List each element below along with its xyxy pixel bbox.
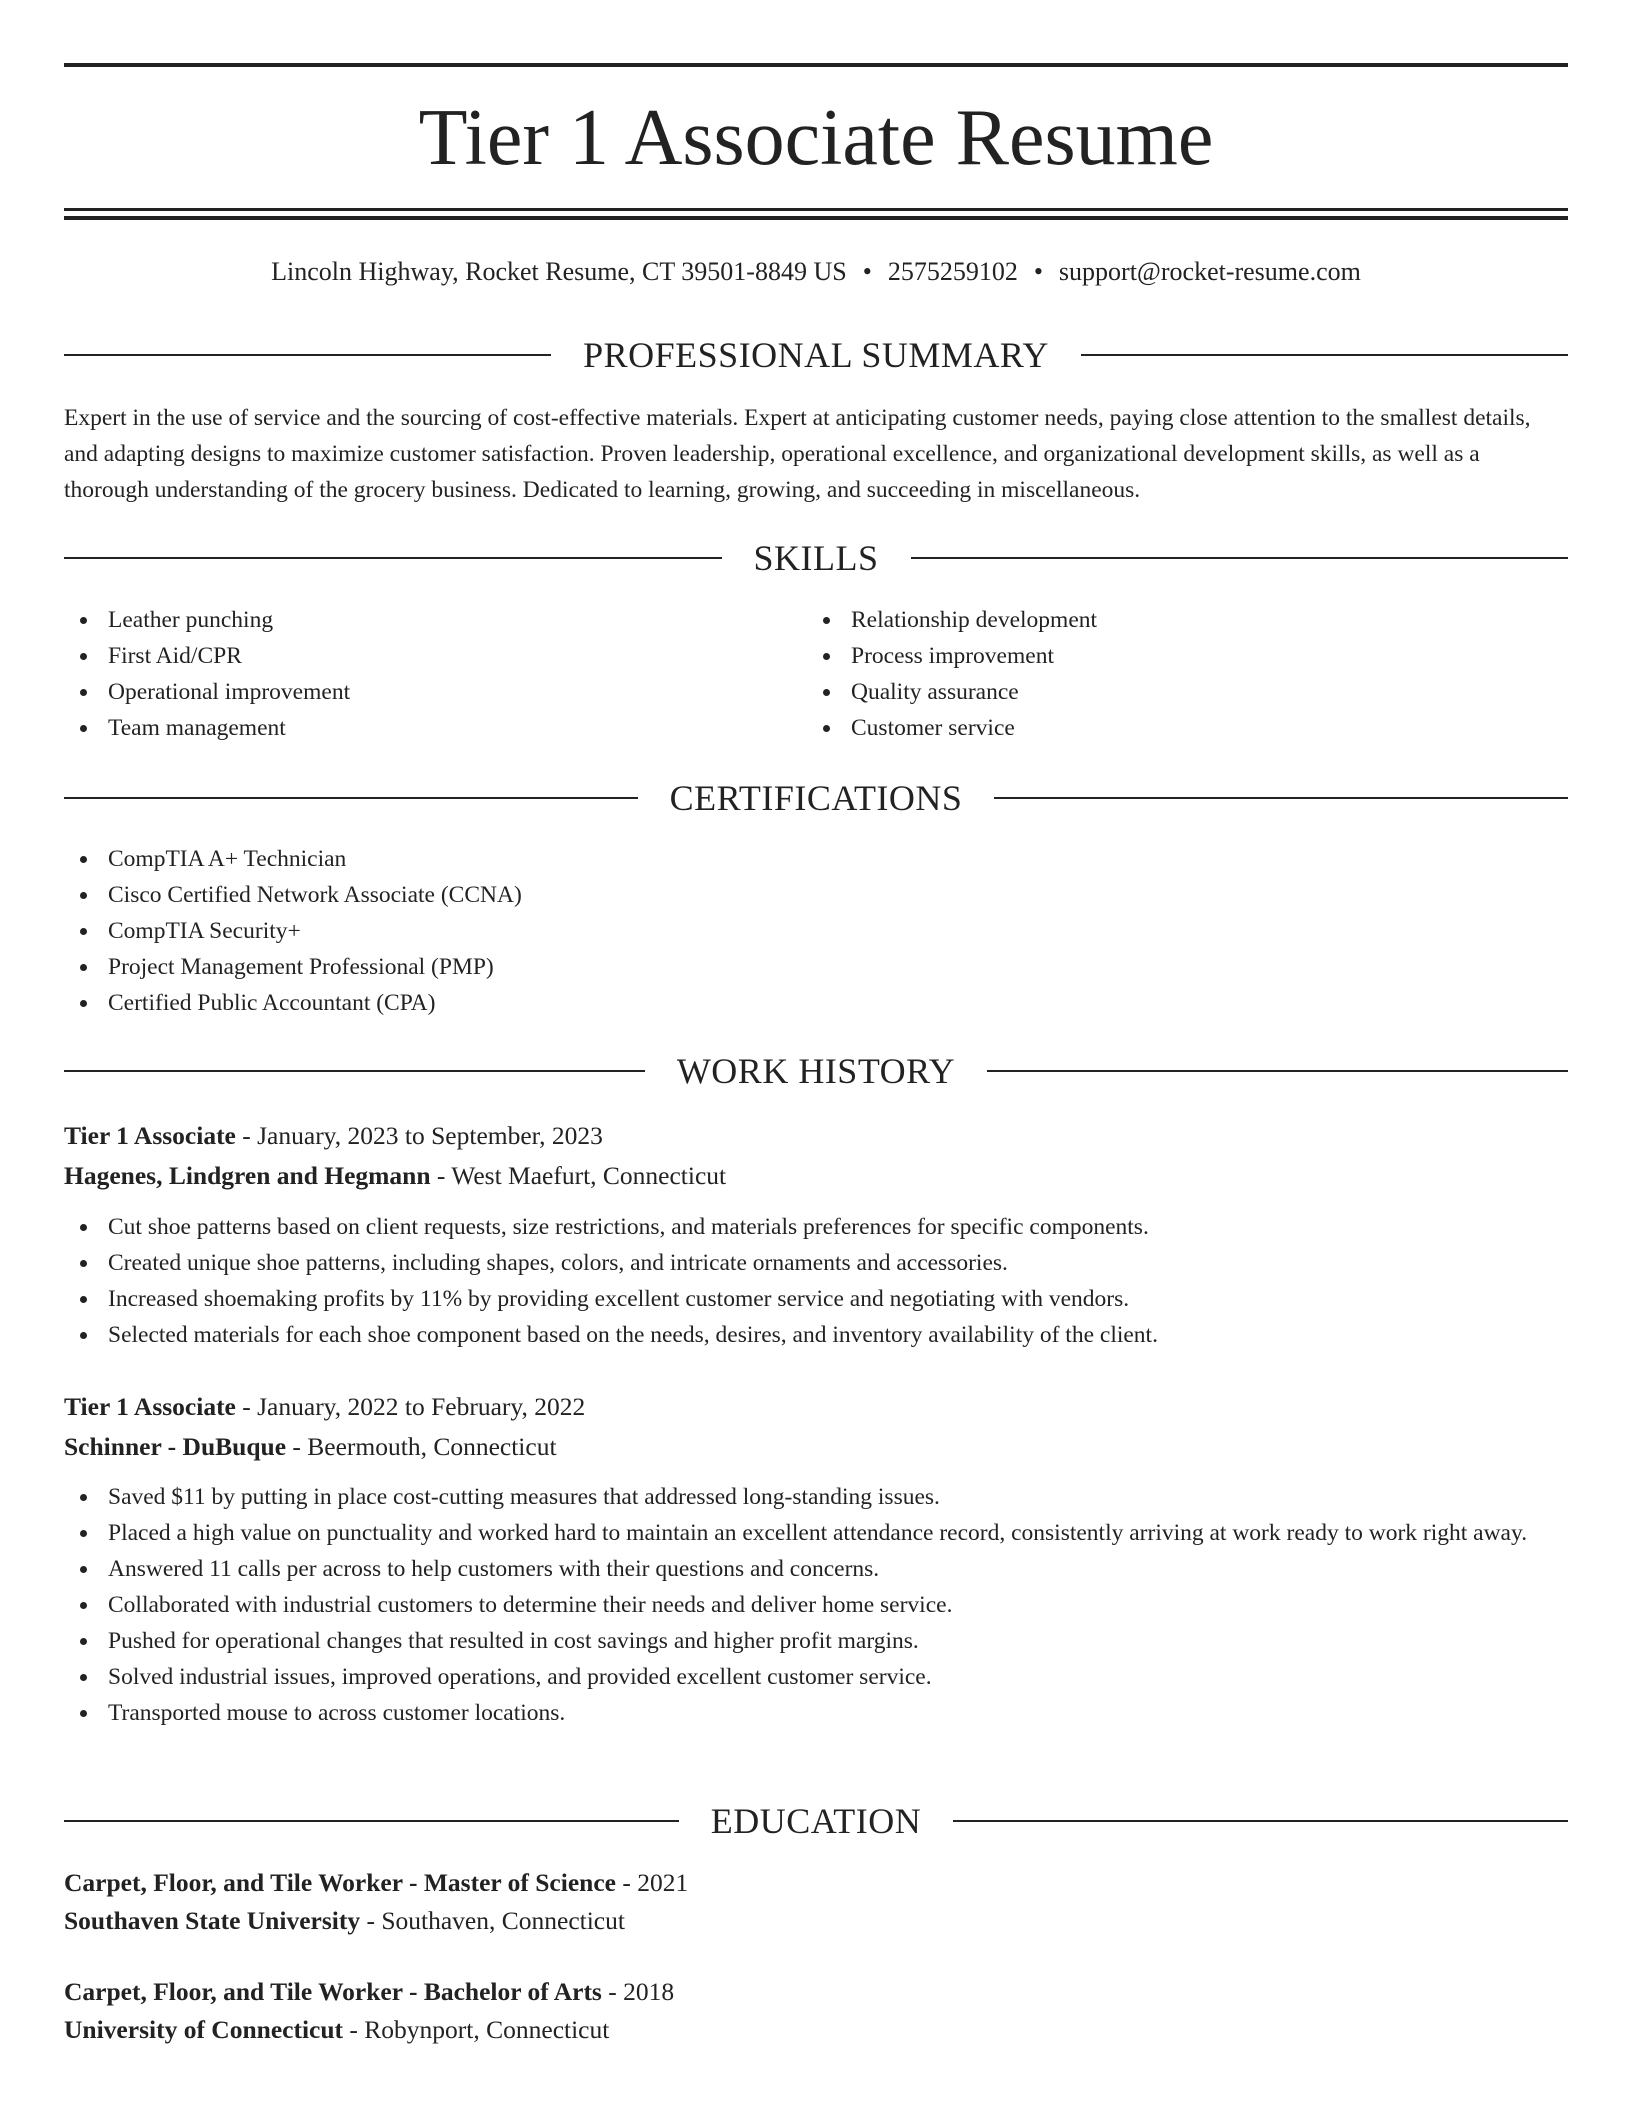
- contact-email[interactable]: support@rocket-resume.com: [1058, 257, 1361, 286]
- job-company: Schinner - DuBuque: [64, 1432, 287, 1461]
- certification-item: Project Management Professional (PMP): [64, 949, 1568, 985]
- section-header-skills: [64, 535, 1568, 581]
- certification-item: Certified Public Accountant (CPA): [64, 985, 1568, 1021]
- skill-item: Leather punching: [64, 602, 764, 638]
- divider: [64, 1070, 645, 1072]
- job-title: Tier 1 Associate: [64, 1392, 236, 1421]
- education-degree: Carpet, Floor, and Tile Worker - Master of Science: [64, 1868, 616, 1897]
- summary-text: Expert in the use of service and the sourcing of cost-effective materials. Expert at anticipating customer needs, paying close attention to the smallest details, and adapting designs to maximize customer satisfaction. Proven leadership, operational excellence, and organizational development skills, as well as a thorough understanding of the grocery business. Dedicated to learning, growing, and succeeding in miscellaneous.: [64, 405, 1531, 503]
- job-entry: [64, 1116, 1568, 1196]
- divider: [64, 557, 722, 559]
- divider: [987, 1070, 1568, 1072]
- job-entry: [64, 1387, 1568, 1467]
- education-school-line: [64, 1902, 1568, 1940]
- job-dates: - January, 2023 to September, 2023: [235, 1121, 603, 1150]
- divider: [911, 557, 1569, 559]
- education-year: - 2018: [601, 1977, 675, 2006]
- page-title: Tier 1 Associate Resume: [418, 94, 1214, 182]
- contact-separator: •: [862, 257, 872, 286]
- section-title-education: EDUCATION: [710, 1801, 922, 1841]
- job-location: - West Maefurt, Connecticut: [430, 1161, 727, 1190]
- job-dates: - January, 2022 to February, 2022: [235, 1392, 586, 1421]
- job-duty-item: Selected materials for each shoe component based on the needs, desires, and inventory availability of the client.: [64, 1317, 1568, 1353]
- divider: [994, 797, 1568, 799]
- job-title-line: [64, 1387, 1568, 1427]
- job-company-line: [64, 1156, 1568, 1196]
- job-title: Tier 1 Associate: [64, 1121, 236, 1150]
- section-title-certifications: CERTIFICATIONS: [669, 778, 963, 818]
- job-duty-item: Cut shoe patterns based on client requests, size restrictions, and materials preferences for specific components.: [64, 1209, 1568, 1245]
- job-duty-item: Created unique shoe patterns, including shapes, colors, and intricate ornaments and accessories.: [64, 1245, 1568, 1281]
- skill-item: Quality assurance: [807, 674, 1507, 710]
- skill-item: Process improvement: [807, 638, 1507, 674]
- certification-item: CompTIA Security+: [64, 913, 1568, 949]
- job-duty-item: Solved industrial issues, improved operations, and provided excellent customer service.: [64, 1659, 1568, 1695]
- job-duty-item: Collaborated with industrial customers to determine their needs and deliver home service.: [64, 1587, 1568, 1623]
- job-duty-item: Placed a high value on punctuality and worked hard to maintain an excellent attendance record, consistently arriving at work ready to work right away.: [64, 1515, 1568, 1551]
- section-title-work: WORK HISTORY: [676, 1051, 956, 1091]
- education-degree: Carpet, Floor, and Tile Worker - Bachelor of Arts: [64, 1977, 602, 2006]
- education-entry: [64, 1973, 1568, 2049]
- certification-item: CompTIA A+ Technician: [64, 841, 1568, 877]
- skill-item: Operational improvement: [64, 674, 764, 710]
- education-school: Southaven State University: [64, 1906, 361, 1935]
- job-duty-item: Answered 11 calls per across to help customers with their questions and concerns.: [64, 1551, 1568, 1587]
- divider: [953, 1820, 1568, 1822]
- education-degree-line: [64, 1973, 1568, 2011]
- job-duty-item: Saved $11 by putting in place cost-cutting measures that addressed long-standing issues.: [64, 1479, 1568, 1515]
- certifications-list: [64, 841, 1568, 1021]
- job-location: - Beermouth, Connecticut: [286, 1432, 557, 1461]
- job-title-line: [64, 1116, 1568, 1156]
- skill-item: Customer service: [807, 710, 1507, 746]
- skill-item: First Aid/CPR: [64, 638, 764, 674]
- education-location: - Southaven, Connecticut: [360, 1906, 625, 1935]
- divider: [64, 1820, 679, 1822]
- contact-separator: •: [1033, 257, 1043, 286]
- job-duty-item: Pushed for operational changes that resulted in cost savings and higher profit margins.: [64, 1623, 1568, 1659]
- education-year: - 2021: [615, 1868, 689, 1897]
- contact-info: [64, 255, 1568, 289]
- job-duties-list: [64, 1209, 1568, 1353]
- job-duty-item: Transported mouse to across customer locations.: [64, 1695, 1568, 1731]
- skill-item: Relationship development: [807, 602, 1507, 638]
- skills-list-left: [64, 602, 764, 746]
- contact-address: Lincoln Highway, Rocket Resume, CT 39501-8849 US: [271, 257, 847, 286]
- top-rule: [64, 63, 1568, 67]
- job-company: Hagenes, Lindgren and Hegmann: [64, 1161, 431, 1190]
- education-school-line: [64, 2011, 1568, 2049]
- job-duty-item: Increased shoemaking profits by 11% by providing excellent customer service and negotiating with vendors.: [64, 1281, 1568, 1317]
- section-title-skills: SKILLS: [753, 538, 879, 578]
- skill-item: Team management: [64, 710, 764, 746]
- divider: [64, 797, 638, 799]
- section-header-certifications: [64, 775, 1568, 821]
- divider: [1081, 354, 1568, 356]
- job-company-line: [64, 1427, 1568, 1467]
- section-header-work: [64, 1048, 1568, 1094]
- education-school: University of Connecticut: [64, 2015, 344, 2044]
- certification-item: Cisco Certified Network Associate (CCNA): [64, 877, 1568, 913]
- section-header-summary: [64, 332, 1568, 378]
- job-duties-list: [64, 1479, 1568, 1731]
- education-location: - Robynport, Connecticut: [343, 2015, 610, 2044]
- education-degree-line: [64, 1864, 1568, 1902]
- skills-list-right: [807, 602, 1507, 746]
- section-header-education: [64, 1798, 1568, 1844]
- title-double-rule: [64, 208, 1568, 220]
- contact-phone: 2575259102: [887, 257, 1018, 286]
- divider: [64, 354, 551, 356]
- section-title-summary: PROFESSIONAL SUMMARY: [583, 335, 1049, 375]
- education-entry: [64, 1864, 1568, 1940]
